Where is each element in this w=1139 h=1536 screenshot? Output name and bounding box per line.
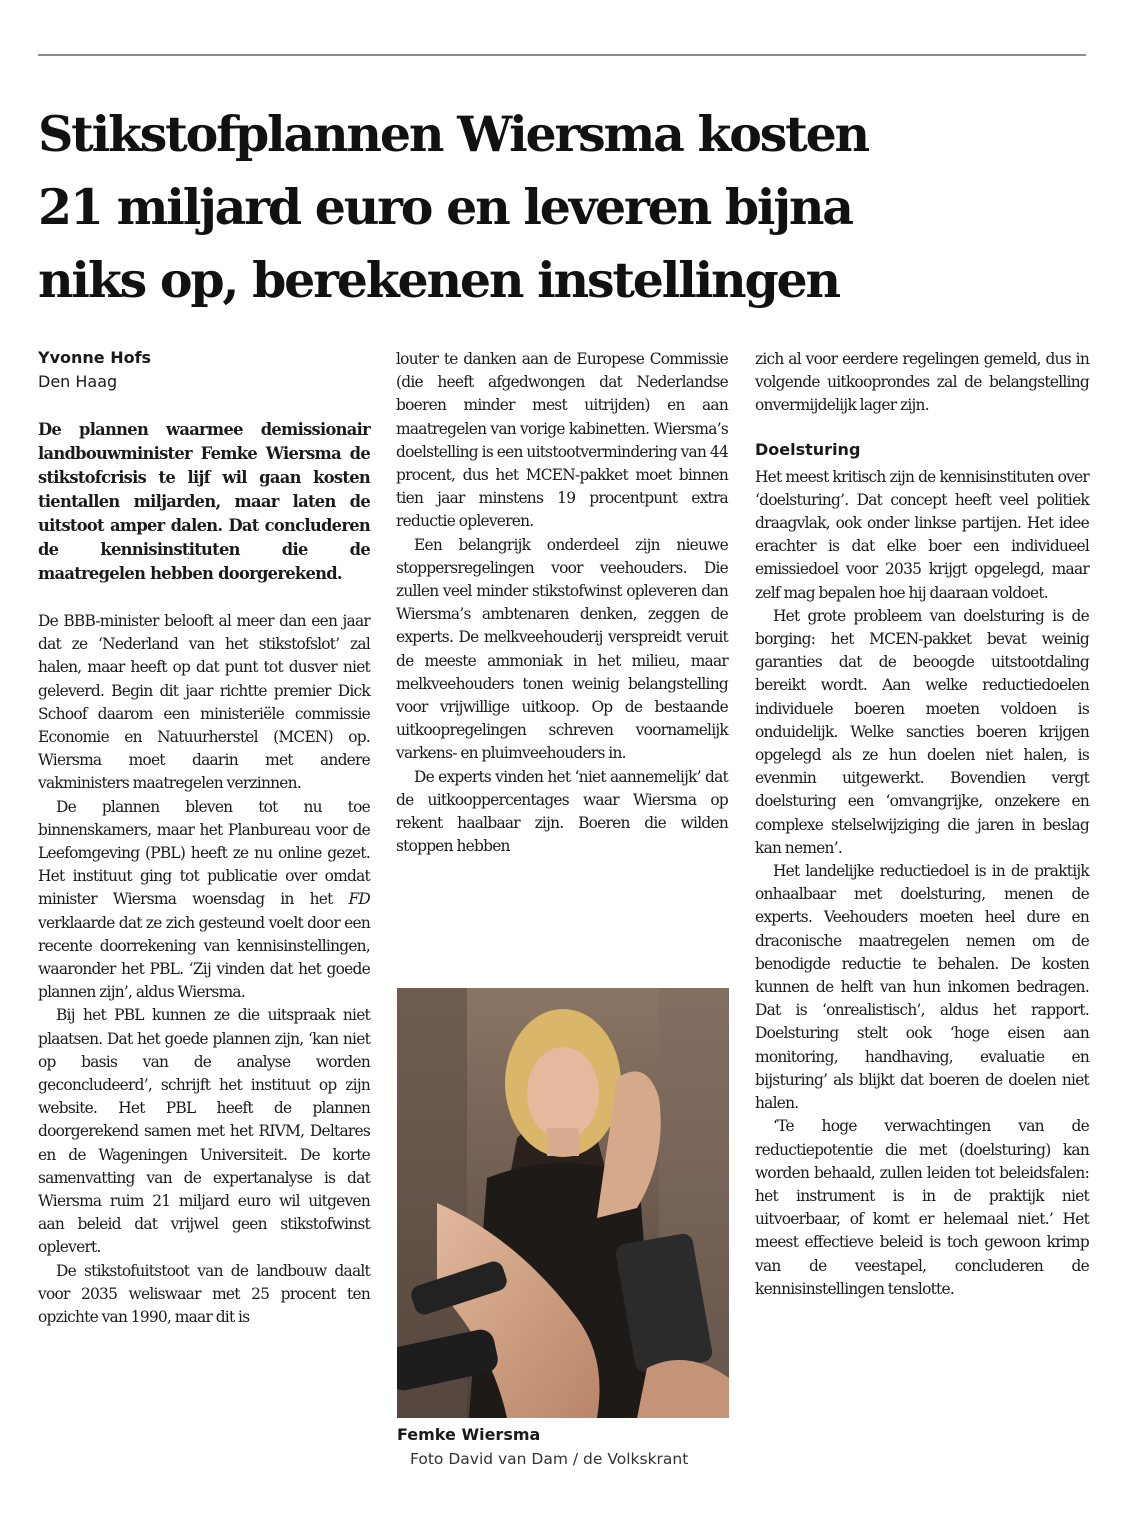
body-paragraph: De BBB-minister belooft al meer dan een jaar dat ze ‘Nederland van het stikstofslot’ zal halen, maar heeft op dat punt tot dusver niet geleverd. Begin dit jaar richtte premier Dick Schoof daarom een ministeriële commissie Economie en Natuurherstel (MCEN) op. Wiersma moet daarin met andere vakministers maatregelen verzinnen. <box>38 612 370 793</box>
photo-illustration <box>397 988 729 1418</box>
body-paragraph: Bij het PBL kunnen ze die uitspraak niet plaatsen. Dat het goede plannen zijn, ‘kan niet op basis van de analyse worden geconcludeerd’, schrijft het instituut op zijn website. Het PBL heeft de plannen doorgerekend samen met het RIVM, Deltares en de Wageningen Universiteit. De korte samenvatting van de expertanalyse is dat Wiersma ruim 21 miljard euro wil uitgeven aan beleid dat vrijwel geen stikstofwinst oplevert. <box>38 1006 370 1257</box>
headline <box>38 98 1098 317</box>
body-paragraph: De experts vinden het ‘niet aannemelijk’ dat de uitkooppercentages waar Wiersma op rekent haalbaar zijn. Boeren die wilden stoppen hebben <box>396 767 728 856</box>
author-name: Yvonne Hofs <box>38 348 152 367</box>
body-paragraph: louter te danken aan de Europese Commissie (die heeft afgedwongen dat Nederlandse boeren minder mest uitrijden) en aan maatregelen van vorige kabinetten. Wiersma’s doelstelling is een uitstootvermindering van 44 procent, dus het MCEN-pakket moet binnen tien jaar minstens 19 procentpunt extra reductie opleveren. <box>396 350 728 531</box>
dateline: Den Haag <box>38 372 118 391</box>
headline-line: 21 miljard euro en leveren bijna <box>38 178 852 236</box>
body-paragraph: Het meest kritisch zijn de kennisinstituten over ‘doelsturing’. Dat concept heeft veel politiek draagvlak, ook onder linkse partijen. Het idee erachter is dat elke boer een individueel emissiedoel voor 2035 krijgt opgelegd, maar zelf mag bepalen hoe hij daaraan voldoet. <box>755 467 1089 602</box>
body-paragraph <box>38 796 370 1005</box>
body-text: verklaarde dat ze zich gesteund voelt door een recente doorrekening van kennisinstellingen, waaronder het PBL. ‘Zij vinden dat het goede plannen zijn’, aldus Wiersma. <box>38 913 370 1002</box>
headline-line: niks op, berekenen instellingen <box>38 251 839 309</box>
photo-caption-name: Femke Wiersma <box>397 1425 541 1444</box>
body-paragraph: Een belangrijk onderdeel zijn nieuwe stoppersregelingen voor veehouders. Die zullen veel minder stikstofwinst opleveren dan Wiersma’s ambtenaren denken, zeggen de experts. De melkveehouderij verspreidt veruit de meeste ammoniak in het milieu, maar melkveehouders tonen weinig belangstelling voor vrijwillige uitkoop. Op de bestaande uitkoopregelingen schreven voornamelijk varkens- en pluimveehouders in. <box>396 535 728 763</box>
body-paragraph: De stikstofuitstoot van de landbouw daalt voor 2035 weliswaar met 25 procent ten opzichte van 1990, maar dit is <box>38 1261 370 1327</box>
column-3 <box>755 348 1089 1301</box>
lead-paragraph: De plannen waarmee demissionair landbouwminister Femke Wiersma de stikstofcrisis te lijf wil gaan kosten tientallen miljarden, maar laten de uitstoot amper dalen. Dat concluderen de kennisinstituten die de maatregelen hebben doorgerekend. <box>38 420 370 583</box>
body-paragraph: ‘Te hoge verwachtingen van de reductiepotentie die met (doelsturing) kan worden behaald, zullen leiden tot beleidsfalen: het instrument is in de praktijk niet uitvoerbaar, of komt er helemaal niet.’ Het meest effectieve beleid is toch gewoon krimp van de veestapel, concluderen de kennisinstellingen tenslotte. <box>755 1117 1089 1298</box>
photo-credit: Foto David van Dam / de Volkskrant <box>410 1450 689 1468</box>
article-photo <box>397 988 729 1418</box>
column-2 <box>396 348 728 858</box>
source-name: FD <box>348 890 370 909</box>
top-rule <box>38 54 1086 56</box>
body-paragraph: Het landelijke reductiedoel is in de praktijk onhaalbaar met doelsturing, menen de experts. Veehouders moeten heel dure en draconische maatregelen nemen om de benodigde reductie te behalen. De kosten kunnen de helft van hun inkomen bedragen. Dat is ‘onrealistisch’, aldus het rapport. Doelsturing stelt ook ‘hoge eisen aan monitoring, handhaving, evaluatie en bijsturing’ als blijkt dat boeren de doelen niet halen. <box>755 862 1089 1113</box>
column-1 <box>38 346 370 1329</box>
body-paragraph: zich al voor eerdere regelingen gemeld, dus in volgende uitkooprondes zal de belangstelling onvermijdelijk lager zijn. <box>755 350 1089 415</box>
body-text: De plannen bleven tot nu toe binnenskamers, maar het Planbureau voor de Leefomgeving (PBL) heeft ze nu online gezet. Het instituut ging tot publicatie over omdat minister Wiersma woensdag in het <box>38 797 370 909</box>
headline-line: Stikstofplannen Wiersma kosten <box>38 105 868 163</box>
subheading: Doelsturing <box>755 439 861 459</box>
body-paragraph: Het grote probleem van doelsturing is de borging: het MCEN-pakket bevat weinig garanties dat de beoogde uitstootdaling bereikt wordt. Aan welke reductiedoelen individuele boeren moeten voldoen is onduidelijk. Welke sancties boeren krijgen opgelegd als ze hun doelen niet halen, is evenmin uitgewerkt. Bovendien vergt doelsturing een ‘omvangrijke, onzekere en complexe stelselwijziging die jaren in beslag kan nemen’. <box>755 606 1089 857</box>
